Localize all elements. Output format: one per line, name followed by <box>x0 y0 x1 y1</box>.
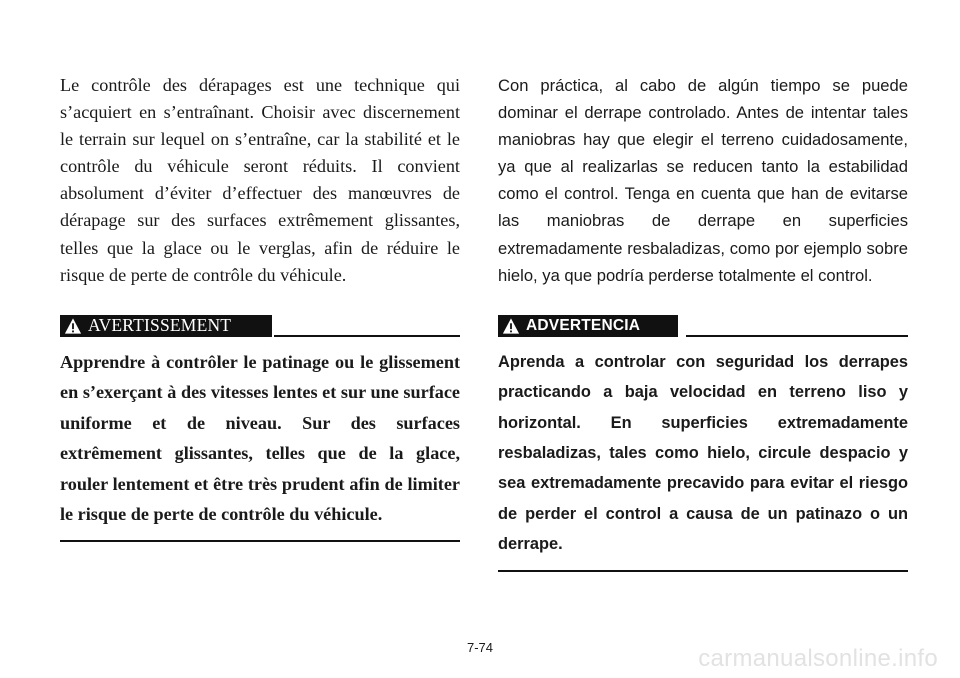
warning-triangle-icon <box>502 317 520 335</box>
spanish-warning-label: ADVERTENCIA <box>526 316 641 334</box>
spanish-warning-text: Aprenda a controlar con seguridad los derrapes practicando a baja velocidad en terreno liso y horizontal. En superficies extremadamente resbaladizas, tales como hielo, circule despacio y sea extremadamente precavido para evitar el riesgo de perder el control a causa de un patinazo o un derrape. <box>498 352 908 554</box>
french-warning-text: Apprendre à contrôler le patinage ou le glissement en s’exerçant à des vitesses lentes et sur une surface uniforme et de niveau. Sur des surfaces extrêmement glissantes, telles que de la glace, rouler lentement et être très prudent afin de limiter le risque de perte de contrôle du véhicule. <box>60 351 460 525</box>
french-warning-badge <box>60 315 272 337</box>
french-column <box>60 72 460 542</box>
french-warning-label: AVERTISSEMENT <box>88 315 232 336</box>
spanish-warning-rule <box>686 335 908 337</box>
spanish-paragraph: Con práctica, al cabo de algún tiempo se puede dominar el derrape controlado. Antes de intentar tales maniobras hay que elegir el terreno cuidadosamente, ya que al realizarlas se reducen tanto la estabilidad como el control. Tenga en cuenta que han de evitarse las maniobras de derrape en superficies extremadamente resbaladizas, como por ejemplo sobre hielo, ya que podría perderse totalmente el control. <box>498 76 908 285</box>
spanish-warning-end-rule <box>498 570 908 572</box>
french-warning-rule <box>274 335 460 337</box>
watermark-text: carmanualsonline.info <box>698 645 938 672</box>
warning-triangle-icon <box>64 317 82 335</box>
spanish-warning-header <box>498 315 908 339</box>
french-paragraph: Le contrôle des dérapages est une technique qui s’acquiert en s’entraînant. Choisir avec discernement le terrain sur lequel on s’entraîne, car la stabilité et le contrôle du véhicule seront réduits. Il convient absolument d’éviter d’effectuer des manœuvres de dérapage sur des surfaces extrêmement glissantes, telles que la glace ou le verglas, afin de réduire le risque de perte de contrôle du véhicule. <box>60 75 460 285</box>
spanish-warning-badge <box>498 315 678 337</box>
page-number: 7-74 <box>466 640 494 655</box>
french-warning-end-rule <box>60 540 460 542</box>
spanish-column <box>498 72 908 572</box>
french-warning-header <box>60 315 460 339</box>
